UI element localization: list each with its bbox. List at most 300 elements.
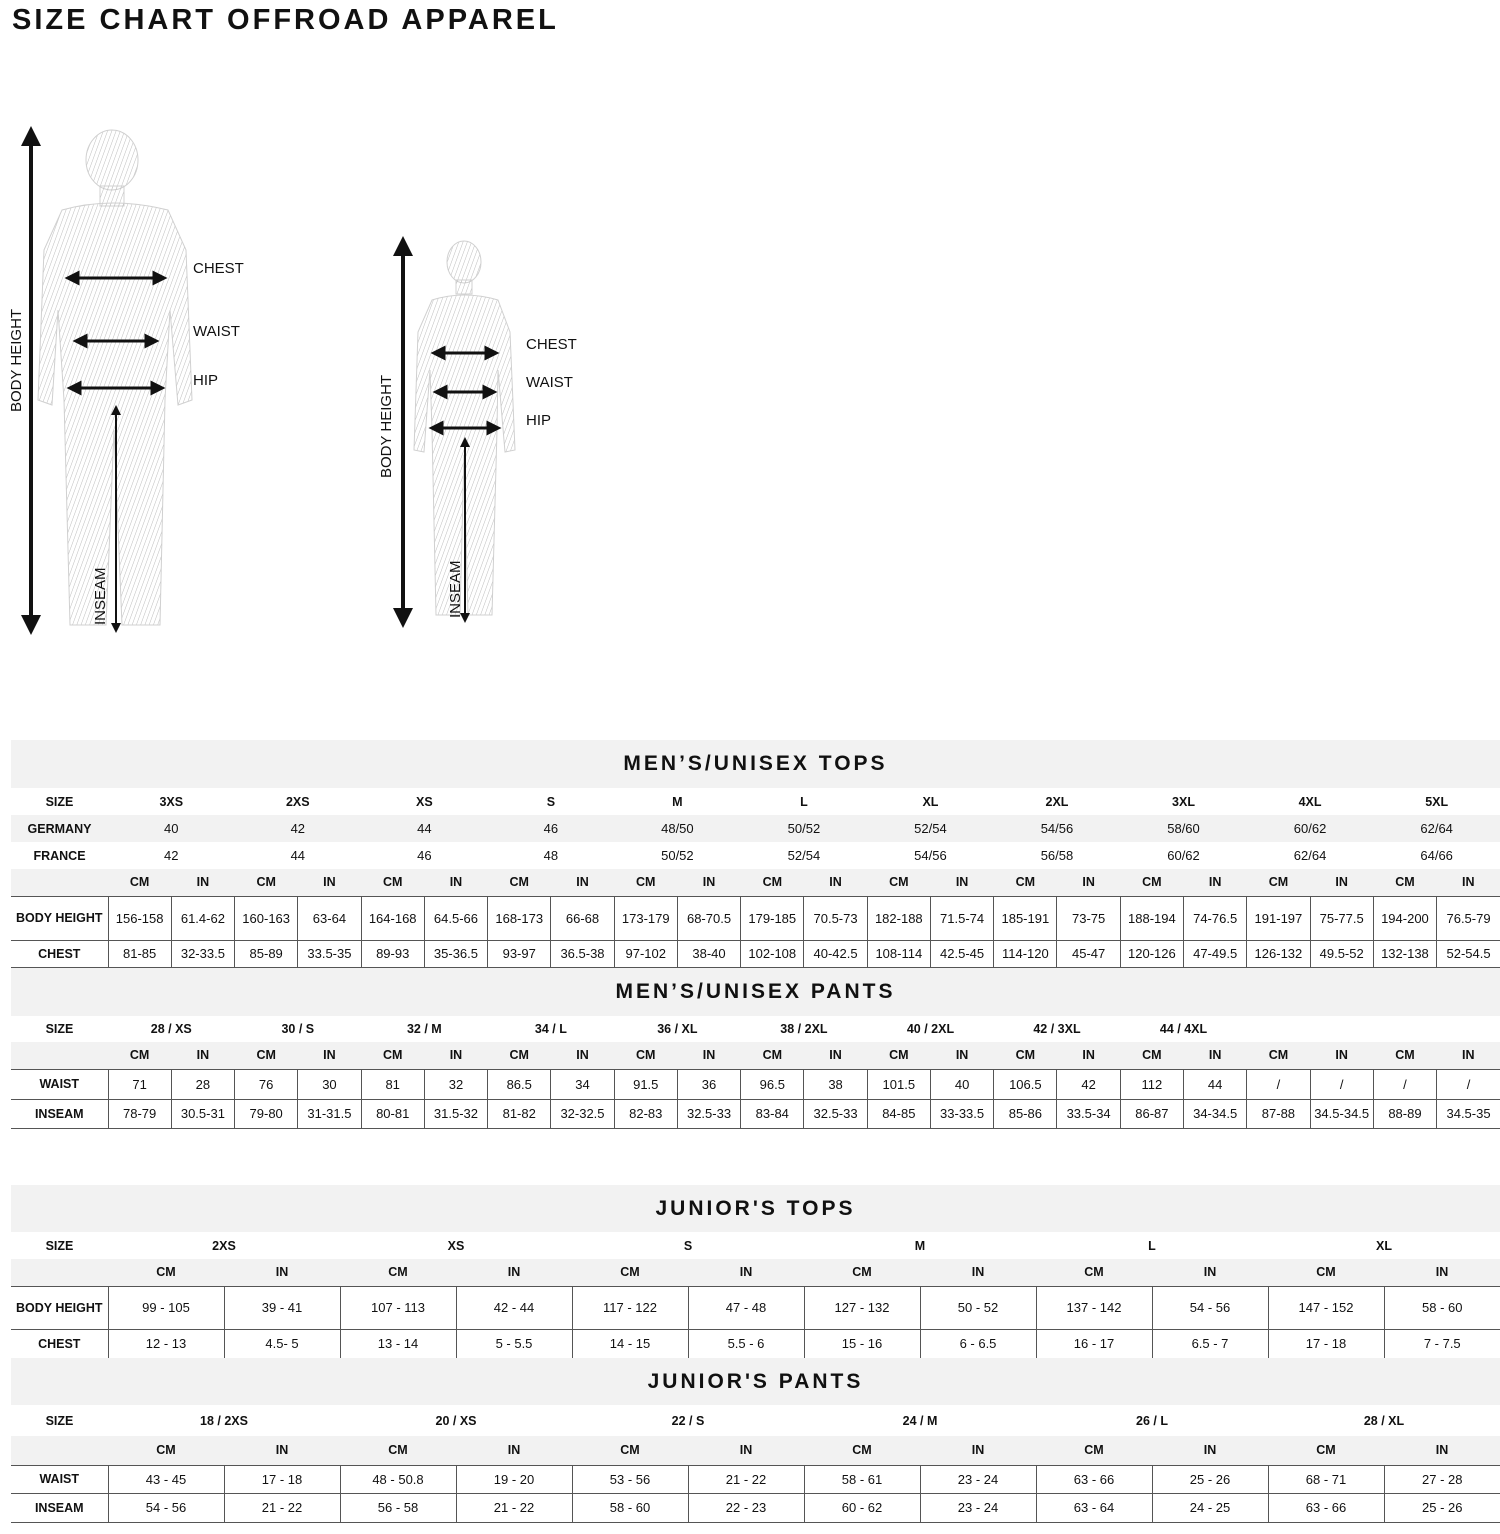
inseam-row-cm: 56 - 58 — [340, 1493, 456, 1522]
unit-cm-header: CM — [867, 1042, 930, 1069]
germany-row-value: 44 — [361, 815, 488, 842]
inseam-row-in: 32.5-33 — [804, 1099, 867, 1128]
mens-tops-table — [11, 788, 1500, 968]
unit-cm-header: CM — [235, 1042, 298, 1069]
chest-row-cm: 13 - 14 — [340, 1329, 456, 1358]
body-height-row-cm: 194-200 — [1373, 896, 1436, 940]
sizes-row — [11, 1016, 1500, 1042]
waist-row-in: 34 — [551, 1069, 614, 1099]
junior-pants-heading: JUNIOR'S PANTS — [11, 1358, 1500, 1405]
france-row-value: 56/58 — [1040, 848, 1074, 863]
body-height-row-cm: 137 - 142 — [1036, 1286, 1152, 1329]
body-height-row-in: 66-68 — [551, 896, 614, 940]
inseam-row-in: 22 - 23 — [688, 1493, 804, 1522]
inseam-row-cm: 60 - 62 — [804, 1493, 920, 1522]
germany-row-value: 62/64 — [1373, 815, 1500, 842]
unit-in-header: IN — [424, 1042, 487, 1069]
body-height-row-cm: 179-185 — [741, 896, 804, 940]
body-height-row-cm: 99 - 105 — [108, 1286, 224, 1329]
body-height-row-cm: 191-197 — [1247, 896, 1310, 940]
unit-cm-header: CM — [614, 869, 677, 896]
unit-cm-header: CM — [108, 1042, 171, 1069]
germany-row-value: 42 — [235, 815, 362, 842]
size-header: 2XL — [1045, 794, 1069, 809]
inseam-row-cm: 58 - 60 — [572, 1493, 688, 1522]
unit-cm-header: CM — [994, 869, 1057, 896]
chest-row-in: 35-36.5 — [424, 940, 487, 967]
junior-inseam-label: INSEAM — [447, 560, 464, 618]
unit-in-header: IN — [551, 1042, 614, 1069]
chest-row-cm: 114-120 — [994, 940, 1057, 967]
size-header: 32 / M — [406, 1022, 442, 1036]
unit-in-header: IN — [456, 1436, 572, 1465]
germany-row-value: 60/62 — [1247, 815, 1374, 842]
unit-cm-header: CM — [614, 1042, 677, 1069]
body-height-row-cm: 160-163 — [235, 896, 298, 940]
body-height-row-in: 70.5-73 — [804, 896, 867, 940]
mens-pants-table — [11, 1016, 1500, 1129]
chest-row-cm: 126-132 — [1247, 940, 1310, 967]
france-row-value: 54/56 — [914, 848, 947, 863]
chest-row-cm: 16 - 17 — [1036, 1329, 1152, 1358]
chest-row-in: 5.5 - 6 — [688, 1329, 804, 1358]
chest-row-cm: 12 - 13 — [108, 1329, 224, 1358]
chest-row-cm: 132-138 — [1373, 940, 1436, 967]
chest-row-in: 47-49.5 — [1184, 940, 1247, 967]
unit-in-header: IN — [1184, 1042, 1247, 1069]
unit-cm-header: CM — [488, 1042, 551, 1069]
france-row — [11, 842, 1500, 869]
inseam-row-in: 30.5-31 — [171, 1099, 234, 1128]
junior-tops-heading: JUNIOR'S TOPS — [11, 1185, 1500, 1232]
units-row-spacer — [11, 1259, 108, 1286]
body-height-row-in: 47 - 48 — [688, 1286, 804, 1329]
inseam-row-cm: 54 - 56 — [108, 1493, 224, 1522]
france-row-value: 44 — [290, 848, 306, 863]
unit-cm-header: CM — [1373, 1042, 1436, 1069]
size-header: 28 / XL — [1363, 1413, 1405, 1428]
unit-cm-header: CM — [804, 1259, 920, 1286]
unit-in-header: IN — [1384, 1259, 1500, 1286]
unit-in-header: IN — [1152, 1436, 1268, 1465]
adult-waist-label: WAIST — [193, 323, 240, 340]
unit-in-header: IN — [1384, 1436, 1500, 1465]
body-height-row-in: 50 - 52 — [920, 1286, 1036, 1329]
body-height-row-in: 74-76.5 — [1184, 896, 1247, 940]
chest-row-in: 5 - 5.5 — [456, 1329, 572, 1358]
unit-in-header: IN — [298, 869, 361, 896]
body-height-row-cm: 188-194 — [1120, 896, 1183, 940]
body-height-row-in: 76.5-79 — [1437, 896, 1500, 940]
waist-row-cm: 91.5 — [614, 1069, 677, 1099]
units-row-spacer — [11, 1436, 108, 1465]
waist-row-in: 27 - 28 — [1384, 1465, 1500, 1493]
body-height-row-in: 39 - 41 — [224, 1286, 340, 1329]
unit-cm-header: CM — [361, 1042, 424, 1069]
size-header: 2XS — [285, 794, 310, 809]
chest-row-cm: 85-89 — [235, 940, 298, 967]
waist-row — [11, 1465, 1500, 1493]
body-height-row-in: 75-77.5 — [1310, 896, 1373, 940]
size-header: L — [800, 794, 808, 809]
size-header: 28 / XS — [150, 1022, 192, 1036]
unit-cm-header: CM — [340, 1436, 456, 1465]
unit-in-header: IN — [1057, 1042, 1120, 1069]
unit-in-header: IN — [1437, 869, 1500, 896]
inseam-row-in: 32.5-33 — [677, 1099, 740, 1128]
unit-cm-header: CM — [1373, 869, 1436, 896]
page-title: SIZE CHART OFFROAD APPAREL — [12, 4, 559, 36]
size-row-header: SIZE — [45, 1238, 74, 1253]
chest-row-header: CHEST — [11, 1329, 108, 1358]
waist-row-cm: 68 - 71 — [1268, 1465, 1384, 1493]
chest-row-cm: 89-93 — [361, 940, 424, 967]
unit-cm-header: CM — [1268, 1259, 1384, 1286]
unit-in-header: IN — [677, 869, 740, 896]
inseam-row-in: 23 - 24 — [920, 1493, 1036, 1522]
chest-row-in: 32-33.5 — [171, 940, 234, 967]
units-row-spacer — [11, 1042, 108, 1069]
unit-in-header: IN — [804, 869, 867, 896]
france-row-value: 46 — [417, 848, 432, 863]
units-row-spacer — [11, 869, 108, 896]
size-header: 44 / 4XL — [1159, 1022, 1208, 1036]
france-row-value: 42 — [164, 848, 179, 863]
waist-row-in: 42 — [1057, 1069, 1120, 1099]
inseam-row-in: 31-31.5 — [298, 1099, 361, 1128]
size-header — [1373, 1016, 1500, 1042]
unit-in-header: IN — [456, 1259, 572, 1286]
body-height-row-in: 71.5-74 — [930, 896, 993, 940]
size-header: 2XS — [212, 1238, 236, 1253]
size-header: 26 / L — [1136, 1413, 1168, 1428]
body-height-row — [11, 1286, 1500, 1329]
size-header: 36 / XL — [657, 1022, 698, 1036]
waist-row-in: 23 - 24 — [920, 1465, 1036, 1493]
france-row-value: 60/62 — [1167, 848, 1200, 863]
junior-body-height-label: BODY HEIGHT — [378, 374, 395, 478]
unit-cm-header: CM — [994, 1042, 1057, 1069]
body-height-row-cm: 117 - 122 — [572, 1286, 688, 1329]
france-row-value: 62/64 — [1293, 848, 1327, 863]
size-header: L — [1148, 1238, 1156, 1253]
units-row — [11, 1259, 1500, 1286]
unit-cm-header: CM — [1120, 1042, 1183, 1069]
unit-in-header: IN — [688, 1436, 804, 1465]
size-header: 34 / L — [534, 1022, 567, 1036]
inseam-row-cm: 86-87 — [1120, 1099, 1183, 1128]
unit-in-header: IN — [920, 1259, 1036, 1286]
size-header: 42 / 3XL — [1033, 1022, 1081, 1036]
chest-row-cm: 93-97 — [488, 940, 551, 967]
unit-in-header: IN — [424, 869, 487, 896]
unit-in-header: IN — [930, 1042, 993, 1069]
inseam-row-cm: 79-80 — [235, 1099, 298, 1128]
chest-row-in: 6 - 6.5 — [920, 1329, 1036, 1358]
inseam-row-in: 34.5-34.5 — [1310, 1099, 1373, 1128]
body-height-row-cm: 173-179 — [614, 896, 677, 940]
body-height-row-in: 58 - 60 — [1384, 1286, 1500, 1329]
waist-row-cm: 106.5 — [994, 1069, 1057, 1099]
inseam-row-in: 21 - 22 — [456, 1493, 572, 1522]
waist-row-in: 36 — [677, 1069, 740, 1099]
chest-row-cm: 97-102 — [614, 940, 677, 967]
mens-pants-heading: MEN’S/UNISEX PANTS — [11, 968, 1500, 1016]
inseam-row-in: 34.5-35 — [1437, 1099, 1500, 1128]
inseam-row-in: 32-32.5 — [551, 1099, 614, 1128]
unit-cm-header: CM — [572, 1259, 688, 1286]
unit-in-header: IN — [551, 869, 614, 896]
unit-in-header: IN — [1152, 1259, 1268, 1286]
waist-row-in: 38 — [804, 1069, 867, 1099]
chest-row-in: 7 - 7.5 — [1384, 1329, 1500, 1358]
size-header: S — [546, 794, 556, 809]
junior-tops-table — [11, 1232, 1500, 1359]
chest-row-in: 40-42.5 — [804, 940, 867, 967]
chest-row-cm: 15 - 16 — [804, 1329, 920, 1358]
chest-row — [11, 1329, 1500, 1358]
body-height-row-in: 68-70.5 — [677, 896, 740, 940]
size-header: 24 / M — [902, 1413, 938, 1428]
waist-row — [11, 1069, 1500, 1099]
france-row-value: 50/52 — [661, 848, 694, 863]
body-height-row-in: 54 - 56 — [1152, 1286, 1268, 1329]
unit-cm-header: CM — [488, 869, 551, 896]
chest-row-cm: 17 - 18 — [1268, 1329, 1384, 1358]
body-height-row-cm: 156-158 — [108, 896, 171, 940]
size-header: M — [672, 794, 683, 809]
chest-row-cm: 108-114 — [867, 940, 930, 967]
unit-cm-header: CM — [1268, 1436, 1384, 1465]
size-row-header: SIZE — [45, 794, 74, 809]
unit-in-header: IN — [920, 1436, 1036, 1465]
unit-in-header: IN — [1310, 869, 1373, 896]
body-height-row-cm: 127 - 132 — [804, 1286, 920, 1329]
size-header — [1247, 1016, 1374, 1042]
junior-pants-table — [11, 1405, 1500, 1523]
chest-row-cm: 14 - 15 — [572, 1329, 688, 1358]
unit-in-header: IN — [688, 1259, 804, 1286]
unit-cm-header: CM — [572, 1436, 688, 1465]
inseam-row — [11, 1493, 1500, 1522]
chest-row-cm: 120-126 — [1120, 940, 1183, 967]
size-header: 4XL — [1298, 794, 1322, 809]
unit-cm-header: CM — [1247, 869, 1310, 896]
waist-row-in: 21 - 22 — [688, 1465, 804, 1493]
waist-row-in: 30 — [298, 1069, 361, 1099]
unit-in-header: IN — [1184, 869, 1247, 896]
chest-row — [11, 940, 1500, 967]
waist-row-cm: 53 - 56 — [572, 1465, 688, 1493]
france-row-header: FRANCE — [33, 848, 86, 863]
adult-inseam-label: INSEAM — [92, 567, 109, 625]
inseam-row-cm: 78-79 — [108, 1099, 171, 1128]
waist-row-in: / — [1310, 1069, 1373, 1099]
chest-row-cm: 102-108 — [741, 940, 804, 967]
chest-row-in: 45-47 — [1057, 940, 1120, 967]
chest-row-in: 52-54.5 — [1437, 940, 1500, 967]
france-row-value: 52/54 — [787, 848, 821, 863]
waist-row-cm: 43 - 45 — [108, 1465, 224, 1493]
waist-row-cm: 76 — [235, 1069, 298, 1099]
inseam-row-cm: 63 - 64 — [1036, 1493, 1152, 1522]
waist-row-in: 28 — [171, 1069, 234, 1099]
inseam-row-cm: 85-86 — [994, 1099, 1057, 1128]
size-header: XL — [1376, 1238, 1392, 1253]
waist-row-in: 40 — [930, 1069, 993, 1099]
unit-cm-header: CM — [361, 869, 424, 896]
waist-row-cm: 48 - 50.8 — [340, 1465, 456, 1493]
unit-cm-header: CM — [235, 869, 298, 896]
inseam-row-in: 34-34.5 — [1184, 1099, 1247, 1128]
body-height-row-cm: 147 - 152 — [1268, 1286, 1384, 1329]
size-header: XS — [447, 1238, 465, 1253]
inseam-row-cm: 83-84 — [741, 1099, 804, 1128]
size-header: XL — [922, 794, 939, 809]
size-header: S — [683, 1238, 693, 1253]
germany-row — [11, 815, 1500, 842]
mens-tops-heading: MEN’S/UNISEX TOPS — [11, 740, 1500, 788]
unit-cm-header: CM — [108, 1259, 224, 1286]
size-header: XS — [415, 794, 433, 809]
waist-row-cm: 101.5 — [867, 1069, 930, 1099]
chest-row-in: 6.5 - 7 — [1152, 1329, 1268, 1358]
junior-chest-label: CHEST — [526, 336, 577, 353]
inseam-row-in: 33-33.5 — [930, 1099, 993, 1128]
unit-in-header: IN — [224, 1259, 340, 1286]
body-height-row-in: 64.5-66 — [424, 896, 487, 940]
body-height-row-header: BODY HEIGHT — [11, 896, 108, 940]
waist-row-cm: 112 — [1120, 1069, 1183, 1099]
chest-row-in: 4.5- 5 — [224, 1329, 340, 1358]
chest-row-cm: 81-85 — [108, 940, 171, 967]
inseam-row-cm: 87-88 — [1247, 1099, 1310, 1128]
waist-row-cm: / — [1247, 1069, 1310, 1099]
inseam-row — [11, 1099, 1500, 1128]
unit-cm-header: CM — [1036, 1436, 1152, 1465]
size-header: M — [914, 1238, 926, 1253]
unit-cm-header: CM — [340, 1259, 456, 1286]
waist-row-in: 44 — [1184, 1069, 1247, 1099]
unit-cm-header: CM — [867, 869, 930, 896]
france-row-value: 64/66 — [1420, 848, 1453, 863]
germany-row-header: GERMANY — [11, 815, 108, 842]
inseam-row-cm: 81-82 — [488, 1099, 551, 1128]
waist-row-in: 19 - 20 — [456, 1465, 572, 1493]
france-row-value: 48 — [543, 848, 559, 863]
sizes-row — [11, 788, 1500, 815]
unit-cm-header: CM — [108, 1436, 224, 1465]
size-header: 38 / 2XL — [780, 1022, 828, 1036]
size-header: 5XL — [1425, 794, 1449, 809]
unit-in-header: IN — [930, 869, 993, 896]
unit-cm-header: CM — [1036, 1259, 1152, 1286]
germany-row-value: 54/56 — [994, 815, 1121, 842]
waist-row-in: 17 - 18 — [224, 1465, 340, 1493]
size-header: 20 / XS — [435, 1413, 477, 1428]
waist-row-cm: / — [1373, 1069, 1436, 1099]
inseam-row-cm: 84-85 — [867, 1099, 930, 1128]
inseam-row-cm: 82-83 — [614, 1099, 677, 1128]
body-height-row-cm: 182-188 — [867, 896, 930, 940]
unit-cm-header: CM — [1120, 869, 1183, 896]
germany-row-value: 58/60 — [1120, 815, 1247, 842]
unit-in-header: IN — [677, 1042, 740, 1069]
size-header: 3XS — [159, 794, 184, 809]
body-height-row-cm: 107 - 113 — [340, 1286, 456, 1329]
waist-row-cm: 58 - 61 — [804, 1465, 920, 1493]
waist-row-header: WAIST — [11, 1069, 108, 1099]
body-height-row-cm: 168-173 — [488, 896, 551, 940]
inseam-row-in: 31.5-32 — [424, 1099, 487, 1128]
waist-row-in: 32 — [424, 1069, 487, 1099]
adult-body-height-label: BODY HEIGHT — [8, 308, 25, 412]
body-height-row-cm: 164-168 — [361, 896, 424, 940]
measurement-figures — [0, 110, 620, 650]
junior-waist-label: WAIST — [526, 374, 573, 391]
unit-cm-header: CM — [804, 1436, 920, 1465]
inseam-row-cm: 63 - 66 — [1268, 1493, 1384, 1522]
body-height-row-cm: 185-191 — [994, 896, 1057, 940]
chest-row-in: 38-40 — [677, 940, 740, 967]
units-row — [11, 869, 1500, 896]
inseam-row-cm: 88-89 — [1373, 1099, 1436, 1128]
body-height-row-in: 42 - 44 — [456, 1286, 572, 1329]
inseam-row-in: 21 - 22 — [224, 1493, 340, 1522]
size-header: 18 / 2XS — [200, 1413, 248, 1428]
unit-in-header: IN — [224, 1436, 340, 1465]
unit-in-header: IN — [1437, 1042, 1500, 1069]
waist-row-cm: 81 — [361, 1069, 424, 1099]
inseam-row-in: 33.5-34 — [1057, 1099, 1120, 1128]
unit-cm-header: CM — [741, 1042, 804, 1069]
chest-row-in: 49.5-52 — [1310, 940, 1373, 967]
germany-row-value: 50/52 — [741, 815, 868, 842]
size-header: 40 / 2XL — [906, 1022, 955, 1036]
junior-hip-label: HIP — [526, 412, 552, 429]
unit-cm-header: CM — [741, 869, 804, 896]
body-height-row-in: 73-75 — [1057, 896, 1120, 940]
unit-cm-header: CM — [108, 869, 171, 896]
chest-row-in: 36.5-38 — [551, 940, 614, 967]
body-height-row-header: BODY HEIGHT — [11, 1286, 108, 1329]
unit-cm-header: CM — [1247, 1042, 1310, 1069]
unit-in-header: IN — [804, 1042, 867, 1069]
waist-row-cm: 86.5 — [488, 1069, 551, 1099]
inseam-row-in: 25 - 26 — [1384, 1493, 1500, 1522]
inseam-row-header: INSEAM — [11, 1493, 108, 1522]
waist-row-cm: 96.5 — [741, 1069, 804, 1099]
sizes-row — [11, 1232, 1500, 1259]
adult-chest-label: CHEST — [193, 260, 244, 277]
size-row-header: SIZE — [45, 1413, 74, 1428]
waist-row-header: WAIST — [11, 1465, 108, 1493]
size-header: 3XL — [1172, 794, 1195, 809]
unit-in-header: IN — [171, 1042, 234, 1069]
body-height-row-in: 63-64 — [298, 896, 361, 940]
germany-row-value: 52/54 — [867, 815, 994, 842]
chest-row-in: 42.5-45 — [930, 940, 993, 967]
germany-row-value: 40 — [108, 815, 235, 842]
body-height-row — [11, 896, 1500, 940]
size-header: 30 / S — [281, 1022, 315, 1036]
germany-row-value: 48/50 — [614, 815, 741, 842]
unit-in-header: IN — [1310, 1042, 1373, 1069]
adult-hip-label: HIP — [193, 372, 219, 389]
body-height-row-in: 61.4-62 — [171, 896, 234, 940]
size-header: 22 / S — [671, 1413, 705, 1428]
size-row-header: SIZE — [45, 1022, 74, 1036]
